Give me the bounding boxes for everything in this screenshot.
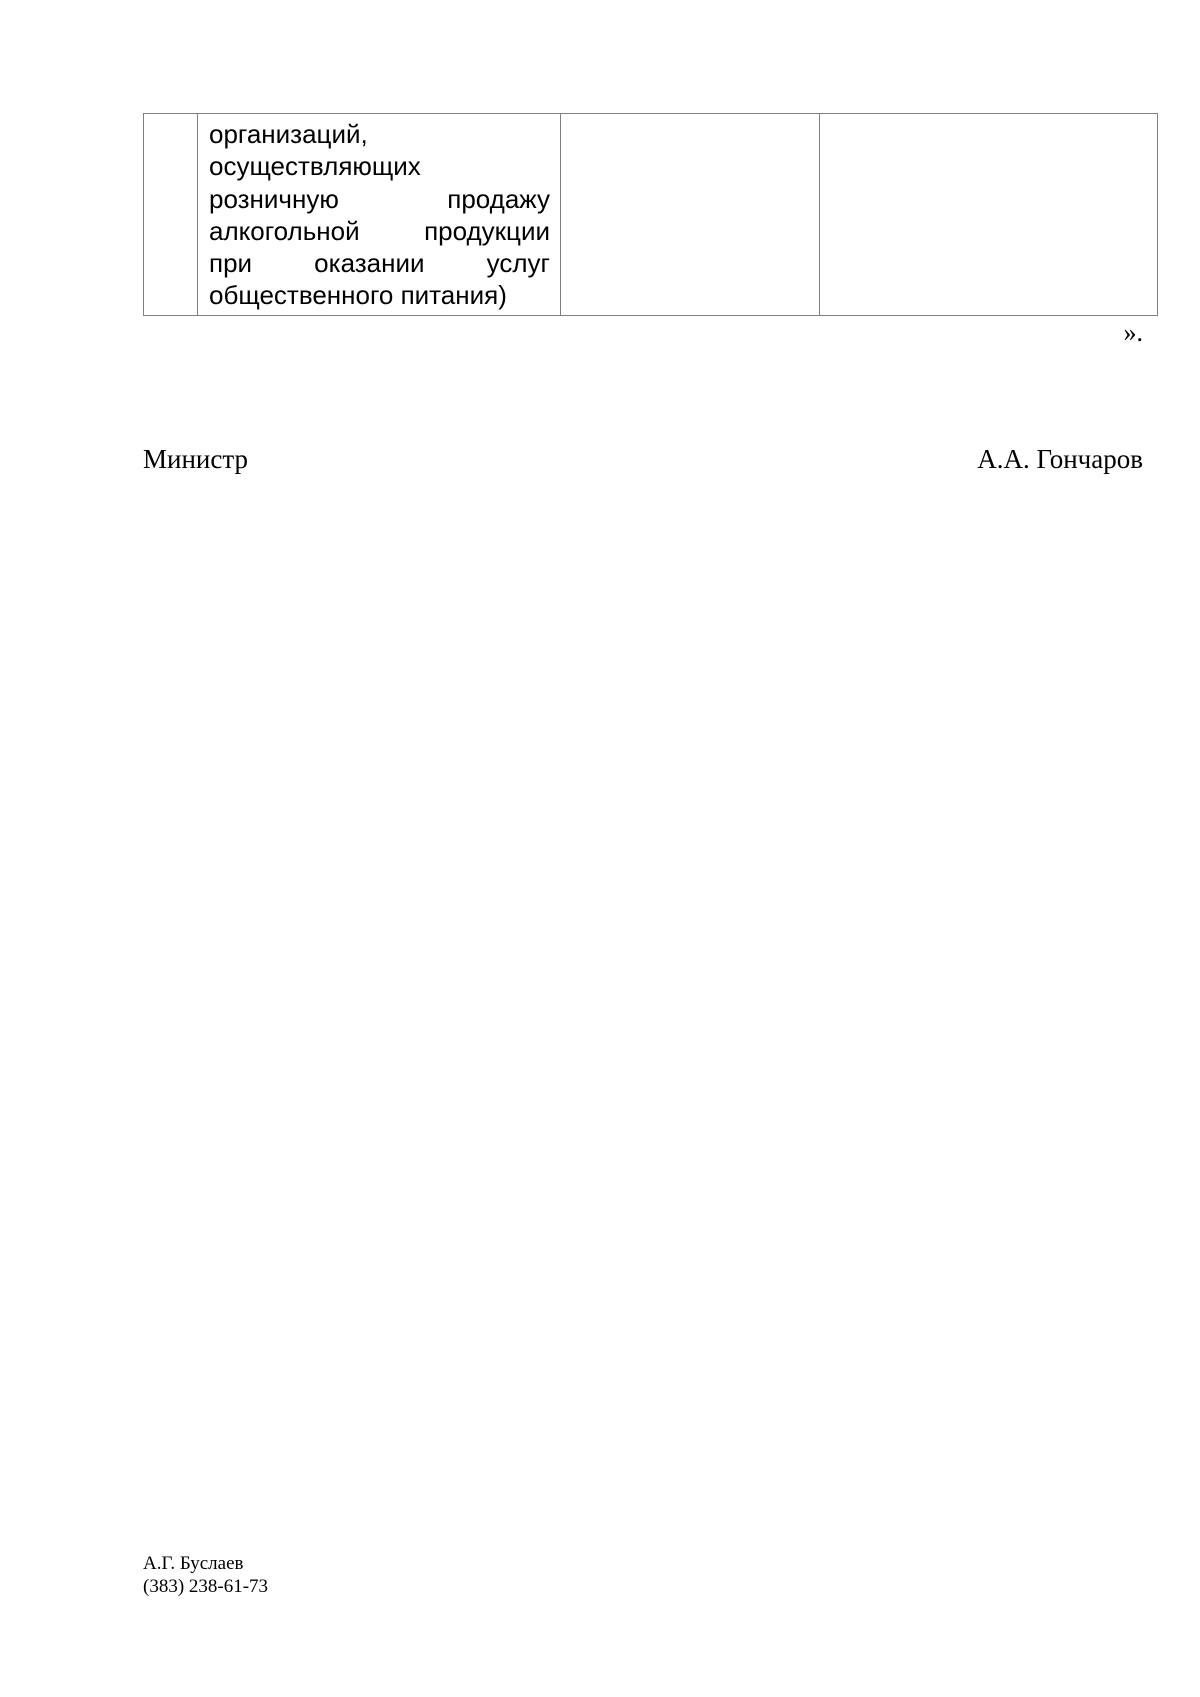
executor-name: А.Г. Буслаев bbox=[143, 1553, 244, 1574]
name-line bbox=[209, 118, 550, 150]
executor-phone: (383) 238-61-73 bbox=[143, 1576, 269, 1597]
closing-quote: ». bbox=[1123, 318, 1143, 347]
name-word: алкогольной bbox=[209, 215, 360, 246]
row-value-cell-4 bbox=[820, 114, 1158, 316]
name-line bbox=[209, 183, 550, 215]
name-word: розничную bbox=[209, 183, 339, 214]
name-word: общественного питания) bbox=[209, 280, 507, 311]
row-name-cell bbox=[198, 114, 561, 316]
name-line bbox=[209, 247, 550, 279]
signatory-name: А.А. Гончаров bbox=[977, 444, 1143, 474]
executor-block bbox=[143, 1552, 268, 1598]
name-word: оказании bbox=[314, 248, 425, 279]
name-word: продажу bbox=[447, 183, 550, 214]
row-value-cell-3 bbox=[561, 114, 820, 316]
table-row bbox=[144, 114, 1158, 316]
name-word: при bbox=[209, 248, 253, 279]
row-name-text bbox=[198, 114, 560, 315]
name-word: осуществляющих bbox=[209, 151, 421, 182]
name-word: услуг bbox=[486, 248, 550, 279]
name-line bbox=[209, 215, 550, 247]
name-word: организаций, bbox=[209, 119, 368, 149]
continuation-table bbox=[143, 113, 1158, 316]
name-line bbox=[209, 150, 550, 182]
name-word: продукции bbox=[424, 215, 550, 246]
name-line bbox=[209, 279, 550, 311]
signatory-title: Министр bbox=[143, 444, 248, 474]
row-number-cell bbox=[144, 114, 198, 316]
